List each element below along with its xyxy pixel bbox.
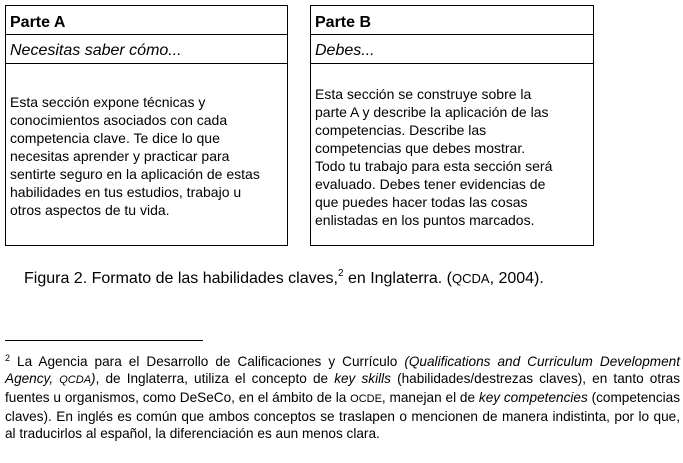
figure-caption <box>24 264 544 289</box>
part-a-subtitle: Necesitas saber cómo... <box>6 35 287 64</box>
part-a-title: Parte A <box>6 6 287 35</box>
part-a-body: Esta sección expone técnicas y conocimientos asociados con cada competencia clave. Te dice lo que necesitas aprender y practicar para sentirte seguro en la aplicación de estas habilidades en tus estudios, trabajo u otros aspectos de tu vida. <box>10 94 260 218</box>
part-b-box <box>310 5 594 246</box>
part-a-box <box>5 5 288 246</box>
part-b-title: Parte B <box>311 6 593 35</box>
footnote-text: (habilidades/destrezas claves), en tanto otras fuentes u organismos, como DeSeCo, en el ámbito de la <box>5 371 681 405</box>
footnote-text: , de Inglaterra, utiliza el concepto de <box>95 371 335 386</box>
footnote-abbrev: OCDE <box>350 393 382 405</box>
footnote-italic: key competencies <box>478 390 588 405</box>
caption-suffix: , 2004). <box>489 270 544 287</box>
footnote-number: 2 <box>5 353 11 363</box>
caption-middle: en Inglaterra. ( <box>343 270 452 287</box>
part-b-subtitle: Debes... <box>311 35 593 64</box>
part-b-body: Esta sección se construye sobre la parte A y describe la aplicación de las competencias. Describe las competencias que debes mostrar. Todo tu trabajo para esta sección será evaluado. Debes tener evidencias de que puedes hacer todas las cosas enlistadas en los puntos marcados. <box>315 86 553 228</box>
footnote-italic: ) <box>91 371 96 386</box>
footnote-italic: (Qualifications and Curriculum Development Agency, <box>5 354 680 386</box>
footnote-separator <box>5 340 203 341</box>
footnote <box>5 350 680 442</box>
caption-prefix: Figura 2. Formato de las habilidades claves, <box>24 270 338 287</box>
footnote-text: , manejan el de <box>381 390 479 405</box>
footnote-abbrev: QCDA <box>59 374 92 386</box>
footnote-text: (competencias claves). En inglés es común que ambos conceptos se traslapen o mencionen de manera indistinta, por lo que, al traducirlos al español, la diferenciación es aun menos clara. <box>5 390 680 441</box>
caption-footnote-ref: 2 <box>337 268 344 279</box>
footnote-italic: key skills <box>334 371 391 386</box>
footnote-text: La Agencia para el Desarrollo de Calificaciones y Currículo <box>10 354 405 369</box>
caption-org: QCDA <box>452 271 490 286</box>
